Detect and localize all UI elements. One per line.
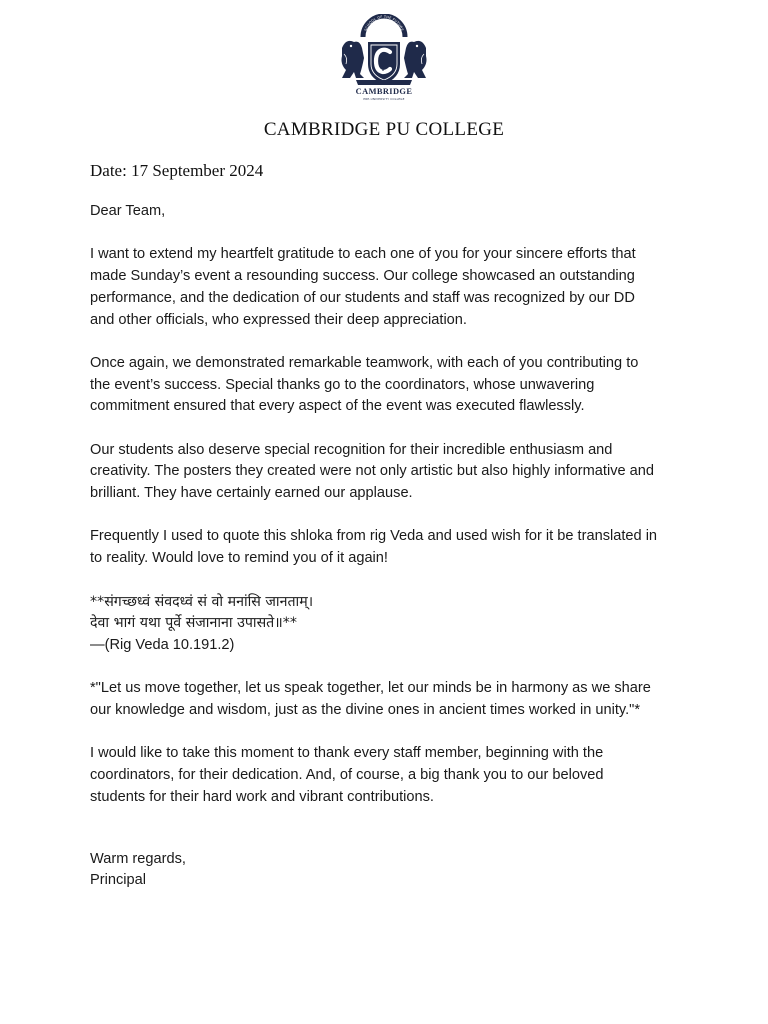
logo-arc-text: SCHOOL OF THE FUTURE bbox=[363, 14, 405, 32]
logo-subtitle: PRE-UNIVERSITY COLLEGE bbox=[363, 97, 405, 101]
paragraph-line: I would like to take this moment to thank every staff member, beginning with the bbox=[90, 745, 604, 762]
paragraph-line: performance, and the dedication of our students and staff was recognized by our DD bbox=[90, 289, 635, 306]
paragraph-line: *"Let us move together, let us speak together, let our minds be in harmony as we share bbox=[90, 680, 651, 697]
paragraph-line: made Sunday’s event a resounding success. Our college showcased an outstanding bbox=[90, 268, 635, 285]
letter-body bbox=[90, 201, 686, 892]
paragraph-thanks bbox=[90, 743, 686, 808]
college-crest-icon bbox=[330, 14, 438, 106]
closing: Warm regards, bbox=[90, 850, 186, 867]
svg-text:SCHOOL OF THE FUTURE bbox=[364, 15, 404, 32]
paragraph-line: coordinators, for their dedication. And, of course, a big thank you to our beloved bbox=[90, 767, 604, 784]
shloka-translation bbox=[90, 678, 686, 721]
shloka-citation: —(Rig Veda 10.191.2) bbox=[90, 636, 235, 653]
paragraph-line: and other officials, who expressed their deep appreciation. bbox=[90, 311, 467, 328]
paragraph-line: brilliant. They have certainly earned our applause. bbox=[90, 485, 413, 502]
logo-name: CAMBRIDGE bbox=[355, 87, 413, 96]
college-logo bbox=[330, 14, 438, 106]
letter-date: Date: 17 September 2024 bbox=[90, 161, 264, 180]
shloka-block bbox=[90, 592, 686, 657]
shloka-line-1: **संगच्छध्वं संवदध्वं सं वो मनांसि जानताम्। bbox=[90, 593, 314, 610]
greeting: Dear Team, bbox=[90, 203, 166, 219]
sign-off bbox=[90, 849, 686, 892]
paragraph-line: Once again, we demonstrated remarkable teamwork, with each of you contributing to bbox=[90, 354, 639, 371]
paragraph-line: the event’s success. Special thanks go to the coordinators, whose unwavering bbox=[90, 376, 595, 393]
paragraph-line: commitment ensured that every aspect of the event was executed flawlessly. bbox=[90, 398, 585, 415]
paragraph-line: Frequently I used to quote this shloka from rig Veda and used wish for it be translated in bbox=[90, 528, 658, 545]
paragraph-line: students for their hard work and vibrant contributions. bbox=[90, 788, 434, 805]
paragraph-gratitude bbox=[90, 244, 686, 331]
shloka-line-2: देवा भागं यथा पूर्वे संजानाना उपासते॥** bbox=[90, 615, 297, 632]
paragraph-line: I want to extend my heartfelt gratitude to each one of you for your sincere efforts that bbox=[90, 246, 636, 263]
paragraph-line: Our students also deserve special recognition for their incredible enthusiasm and bbox=[90, 441, 613, 458]
paragraph-line: creativity. The posters they created were not only artistic but also highly informative and bbox=[90, 463, 655, 480]
paragraph-line: our knowledge and wisdom, just as the divine ones in ancient times worked in unity."* bbox=[90, 702, 641, 719]
paragraph-shloka-intro bbox=[90, 526, 686, 569]
signature: Principal bbox=[90, 872, 146, 889]
paragraph-teamwork bbox=[90, 353, 686, 418]
paragraph-students bbox=[90, 440, 686, 505]
college-name-heading: CAMBRIDGE PU COLLEGE bbox=[263, 119, 505, 140]
paragraph-line: to reality. Would love to remind you of it again! bbox=[90, 550, 388, 567]
